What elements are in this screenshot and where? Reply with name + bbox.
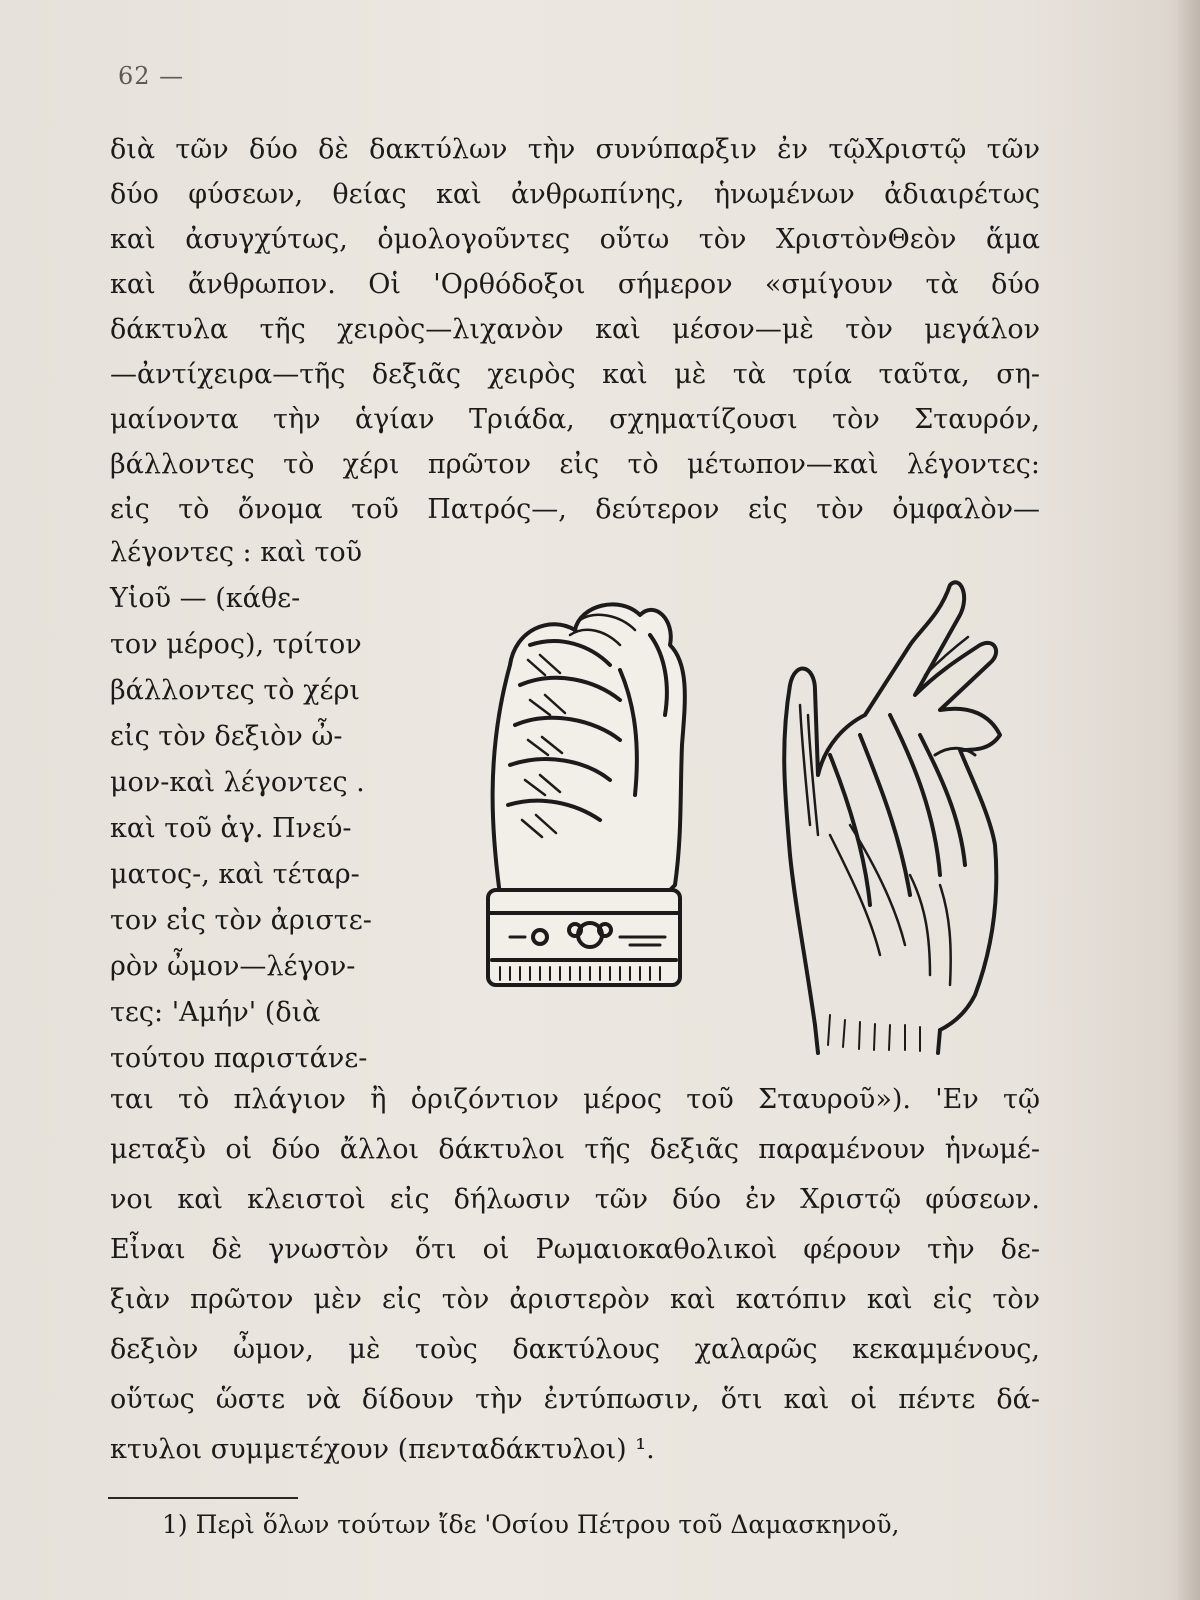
narrow-text-line: καὶ τοῦ ἁγ. Πνεύ-: [110, 813, 352, 844]
footnote: 1) Περὶ ὅλων τούτων ἴδε 'Οσίου Πέτρου τοῦ Δαμασκηνοῦ,: [162, 1510, 900, 1539]
text-line: εἰς τὸ ὄνομα τοῦ Πατρός—, δεύτερον εἰς τὸν ὀμφαλὸν—: [110, 494, 1040, 525]
narrow-text-line: τον μέρος), τρίτον: [110, 629, 362, 660]
footnote-rule: [108, 1497, 298, 1499]
text-line: ξιὰν πρῶτον μὲν εἰς τὸν ἀριστερὸν καὶ κατόπιν καὶ εἰς τὸν: [110, 1284, 1040, 1315]
text-line-last: κτυλοι συμμετέχουν (πενταδάκτυλοι) ¹.: [110, 1434, 655, 1465]
narrow-text-line: Υἱοῦ — (κάθε-: [110, 583, 301, 614]
narrow-text-line: βάλλοντες τὸ χέρι: [110, 675, 360, 706]
text-line: καὶ ἄνθρωπον. Οἱ 'Ορθόδοξοι σήμερον «σμίγουν τὰ δύο: [110, 269, 1040, 300]
narrow-text-line: μον-καὶ λέγοντες .: [110, 767, 365, 798]
narrow-text-line: λέγοντες : καὶ τοῦ: [110, 537, 363, 568]
closed-fist-hand-with-cuff-icon: [488, 604, 685, 985]
narrow-text-line: ματος-, καὶ τέταρ-: [110, 859, 360, 890]
page-number: 62 —: [118, 62, 185, 90]
text-line: ται τὸ πλάγιον ἢ ὁριζόντιον μέρος τοῦ Σταυροῦ»). 'Εν τῷ: [110, 1084, 1040, 1115]
text-line: καὶ ἀσυγχύτως, ὁμολογοῦντες οὕτω τὸν ΧριστὸνΘεὸν ἅμα: [110, 224, 1040, 255]
text-line: νοι καὶ κλειστοὶ εἰς δήλωσιν τῶν δύο ἐν Χριστῷ φύσεων.: [110, 1184, 1040, 1215]
text-line: μαίνοντα τὴν ἁγίαν Τριάδα, σχηματίζουσι τὸν Σταυρόν,: [110, 404, 1040, 435]
narrow-text-line: εἰς τὸν δεξιὸν ὦ-: [110, 721, 343, 752]
narrow-text-line: τον εἰς τὸν ἀριστε-: [110, 905, 372, 936]
text-line: Εἶναι δὲ γνωστὸν ὅτι οἱ Ρωμαιοκαθολικοὶ φέρουν τὴν δε-: [110, 1234, 1040, 1265]
text-line: οὕτως ὥστε νὰ δίδουν τὴν ἐντύπωσιν, ὅτι καὶ οἱ πέντε δά-: [110, 1384, 1040, 1415]
text-line: δύο φύσεων, θείας καὶ ἀνθρωπίνης, ἡνωμένων ἀδιαιρέτως: [110, 179, 1040, 210]
narrow-text-line: τες: 'Αμήν' (διὰ: [110, 997, 321, 1028]
text-line: μεταξὺ οἱ δύο ἄλλοι δάκτυλοι τῆς δεξιᾶς παραμένουν ἡνωμέ-: [110, 1134, 1040, 1165]
page-edge: [1178, 0, 1200, 1600]
open-hand-pinched-fingers-icon: [784, 582, 1000, 1053]
hands-illustration: [470, 575, 1040, 1055]
text-line: δάκτυλα τῆς χειρὸς—λιχανὸν καὶ μέσον—μὲ τὸν μεγάλον: [110, 314, 1040, 345]
text-line: βάλλοντες τὸ χέρι πρῶτον εἰς τὸ μέτωπον—καὶ λέγοντες:: [110, 449, 1040, 480]
text-line: —ἀντίχειρα—τῆς δεξιᾶς χειρὸς καὶ μὲ τὰ τρία ταῦτα, ση-: [110, 359, 1040, 390]
narrow-text-line: τούτου παριστάνε-: [110, 1043, 368, 1074]
text-line: δεξιὸν ὦμον, μὲ τοὺς δακτύλους χαλαρῶς κεκαμμένους,: [110, 1334, 1040, 1365]
text-line: διὰ τῶν δύο δὲ δακτύλων τὴν συνύπαρξιν ἐν τῷΧριστῷ τῶν: [110, 134, 1040, 165]
narrow-text-line: ρὸν ὦμον—λέγον-: [110, 951, 356, 982]
